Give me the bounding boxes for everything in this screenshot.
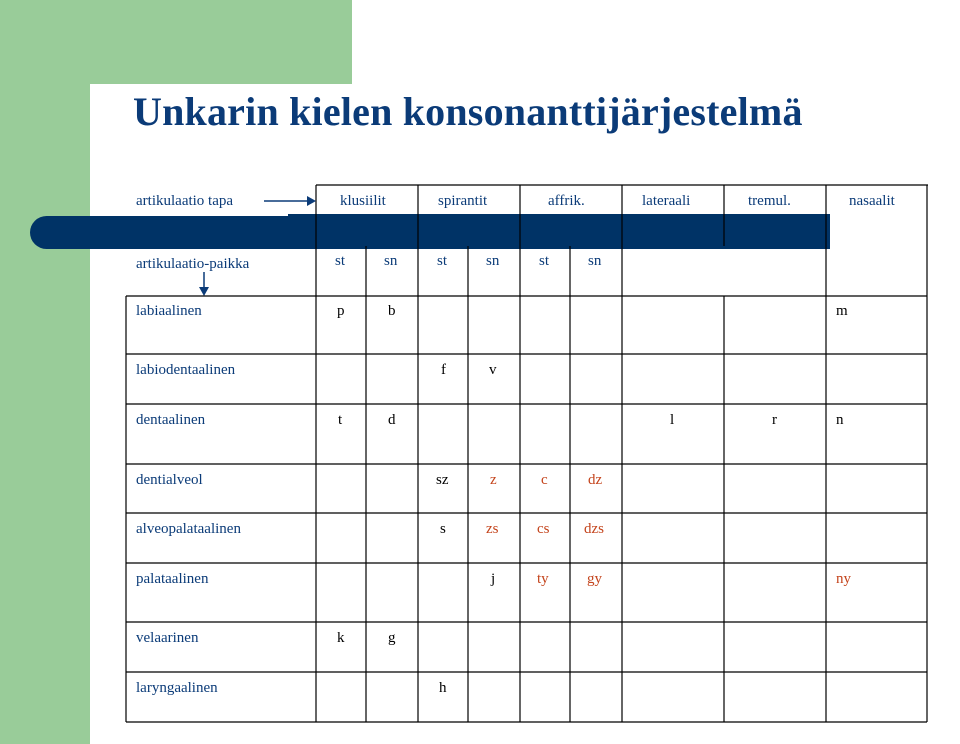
column-header-spirantit: spirantit xyxy=(438,193,488,209)
voicing-header: st xyxy=(437,253,448,269)
cell-d: d xyxy=(388,412,396,428)
voicing-header: st xyxy=(539,253,550,269)
cell-sz: sz xyxy=(436,472,449,488)
cell-n: n xyxy=(836,412,844,428)
cell-dzs: dzs xyxy=(584,521,604,537)
voicing-header: sn xyxy=(384,253,398,269)
row-label-laryngaalinen: laryngaalinen xyxy=(136,680,218,696)
cell-zs: zs xyxy=(486,521,499,537)
cell-g: g xyxy=(388,630,396,646)
row-label-dentaalinen: dentaalinen xyxy=(136,412,206,428)
voicing-header: sn xyxy=(486,253,500,269)
cell-r: r xyxy=(772,412,777,428)
column-header-affrik: affrik. xyxy=(548,193,585,209)
column-header-tremul: tremul. xyxy=(748,193,791,209)
cell-cs: cs xyxy=(537,521,550,537)
column-header-nasaalit: nasaalit xyxy=(849,193,895,209)
column-header-klusiilit: klusiilit xyxy=(340,193,386,209)
cell-k: k xyxy=(337,630,345,646)
cell-ty: ty xyxy=(537,571,549,587)
row-label-alveopalataalinen: alveopalataalinen xyxy=(136,521,241,537)
cell-c: c xyxy=(541,472,548,488)
row-label-labiodentaalinen: labiodentaalinen xyxy=(136,362,236,378)
place-label: artikulaatio-paikka xyxy=(136,256,250,272)
row-label-dentialveol: dentialveol xyxy=(136,472,203,488)
row-label-labiaalinen: labiaalinen xyxy=(136,303,202,319)
row-label-velaarinen: velaarinen xyxy=(136,630,199,646)
slide-title: Unkarin kielen konsonanttijärjestelmä xyxy=(133,89,803,134)
cell-gy: gy xyxy=(587,571,602,587)
cell-m: m xyxy=(836,303,848,319)
cell-v: v xyxy=(489,362,497,378)
cell-f: f xyxy=(441,362,446,378)
cell-b: b xyxy=(388,303,396,319)
cell-dz: dz xyxy=(588,472,603,488)
cell-ny: ny xyxy=(836,571,851,587)
manner-label: artikulaatio tapa xyxy=(136,193,234,209)
row-label-palataalinen: palataalinen xyxy=(136,571,209,587)
column-header-lateraali: lateraali xyxy=(642,193,691,209)
cell-p: p xyxy=(337,303,345,319)
cell-t: t xyxy=(338,412,343,428)
voicing-header: sn xyxy=(588,253,602,269)
cell-h: h xyxy=(439,680,447,696)
cell-s: s xyxy=(440,521,446,537)
cell-l: l xyxy=(670,412,675,428)
voicing-header: st xyxy=(335,253,346,269)
cell-z: z xyxy=(490,472,497,488)
cell-j: j xyxy=(491,571,496,587)
